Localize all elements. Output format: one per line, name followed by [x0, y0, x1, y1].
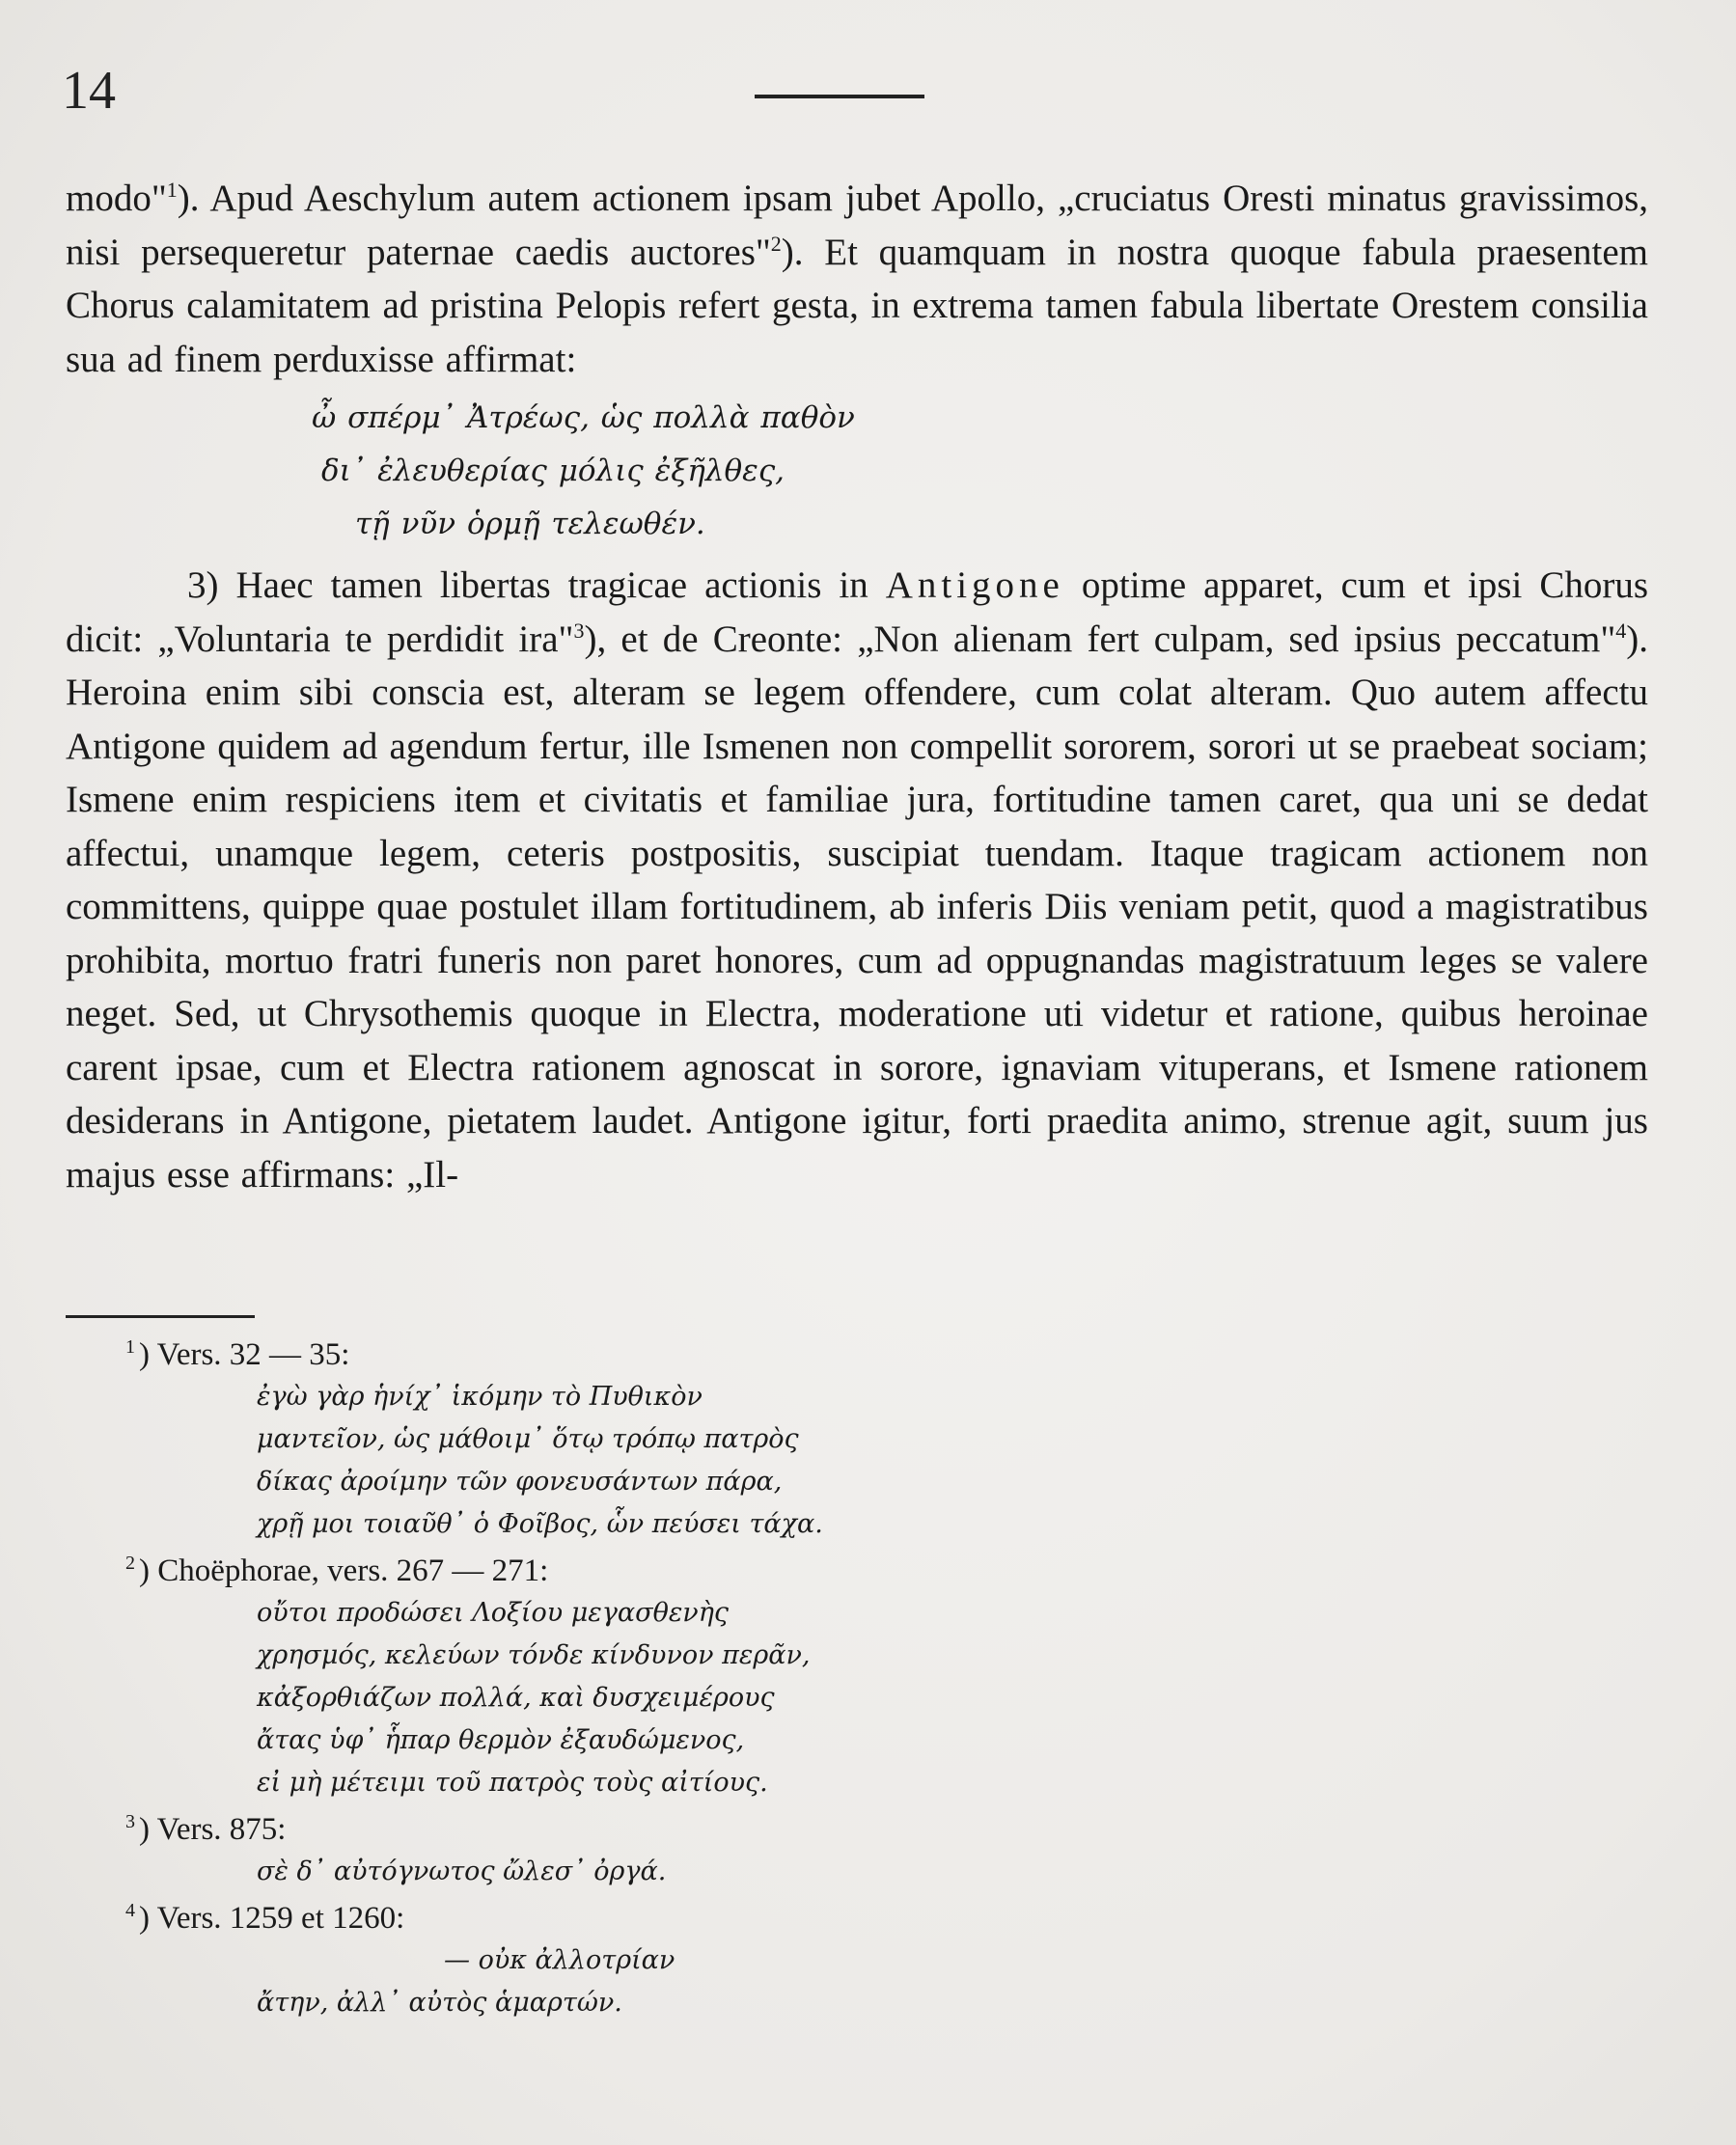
text-run: modo": [66, 178, 167, 219]
text-run: ), et de Creonte: „Non alienam fert culpam, sed ipsius peccatum": [584, 618, 1616, 660]
greek-quotation: [66, 392, 1648, 551]
text-run: ). Heroina enim sibi conscia est, alteram se legem offendere, cum colat alteram. Quo autem affectu Antigone quidem ad agendum fertur, ille Ismenen non compellit sororem, sorori ut se praebeat sociam; Ismene enim respiciens item et civitatis et familiae jura, fortitudine tamen caret, qua uni se dedat affectui, unamque legem, ceteris postpositis, suscipiat tuendam. Itaque tragicam actionem non committens, quippe quae postulet illam fortitudinem, ab inferis Diis veniam petit, quod a magistratibus prohibita, mortuo fratri funeris non paret honores, cum ad oppugnandas magistratuum leges se valere neget. Sed, ut Chrysothemis quoque in Electra, moderatione uti videtur et ratione, quibus heroinae carent ipsae, cum et Electra rationem agnoscat in sorore, ignaviam vituperans, et Ismene rationem desiderans in Antigone, pietatem laudet. Antigone igitur, forti praedita animo, strenue agit, suum jus majus esse affirmans: „Il-: [66, 618, 1648, 1196]
footnote-4: [125, 1897, 1573, 2024]
footnote-ref-1[interactable]: 1: [166, 178, 178, 202]
header-rule: [755, 95, 924, 98]
greek-line: δίκας ἀροίμην τῶν φονευσάντων πάρα,: [257, 1467, 783, 1497]
footnote-ref-text: ) Vers. 32 — 35:: [139, 1337, 350, 1372]
footnote-ref-text: ) Vers. 875:: [139, 1812, 287, 1847]
greek-line: ὦ σπέρμ᾽ Ἀτρέως, ὡς πολλὰ παθὸν: [312, 400, 855, 435]
greek-line: κἀξορθιάζων πολλά, καὶ δυσχειμέρους: [257, 1683, 775, 1713]
footnote-1: [125, 1334, 1573, 1546]
page-number: 14: [62, 61, 116, 121]
greek-line: χρησμός, κελεύων τόνδε κίνδυνον περᾶν,: [257, 1640, 811, 1670]
text-run: optime apparet, cum et ipsi Chorus dicit: „Voluntaria te perdidit ira": [66, 564, 1648, 660]
footnote-rule: [66, 1315, 255, 1318]
greek-line: οὔτοι προδώσει Λοξίου μεγασθενὴς: [257, 1598, 730, 1628]
spaced-title: Antigone: [885, 564, 1064, 606]
main-text: [66, 172, 1648, 1201]
footnote-marker: 3: [125, 1811, 135, 1832]
footnote-marker: 2: [125, 1553, 135, 1574]
greek-line: τῇ νῦν ὁρμῇ τελεωθέν.: [355, 507, 705, 541]
footnote-ref-text: ) Vers. 1259 et 1260:: [139, 1901, 405, 1936]
footnote-ref-text: ) Choëphorae, vers. 267 — 271:: [139, 1554, 549, 1588]
footnote-2: [125, 1550, 1573, 1804]
footnote-ref-4[interactable]: 4: [1615, 618, 1627, 643]
greek-line: — οὐκ ἀλλοτρίαν: [444, 1945, 675, 1975]
footnotes: [125, 1334, 1573, 2028]
greek-line: χρῇ μοι τοιαῦθ᾽ ὁ Φοῖβος, ὧν πεύσει τάχα.: [257, 1509, 823, 1539]
footnote-marker: 4: [125, 1900, 135, 1921]
text-run: ). Et quamquam in nostra quoque fabula praesentem Chorus calamitatem ad pristina Pelopis refert gesta, in extrema tamen fabula libertate Orestem consilia sua ad finem perduxisse affirmat:: [66, 231, 1648, 380]
footnote-marker: 1: [125, 1336, 135, 1358]
footnote-ref-2[interactable]: 2: [770, 231, 782, 256]
greek-line: ἄτας ὑφ᾽ ἧπαρ θερμὸν ἐξαυδώμενος,: [257, 1725, 745, 1755]
paragraph-1: [66, 172, 1648, 386]
greek-line: εἰ μὴ μέτειμι τοῦ πατρὸς τοὺς αἰτίους.: [257, 1768, 768, 1798]
greek-line: σὲ δ᾽ αὐτόγνωτος ὤλεσ᾽ ὀργά.: [257, 1856, 667, 1886]
greek-line: ἐγὼ γὰρ ἡνίχ᾽ ἱκόμην τὸ Πυθικὸν: [257, 1382, 703, 1412]
text-run: ). Apud Aeschylum autem actionem ipsam jubet Apollo, „cruciatus Oresti minatus gravissimos, nisi persequeretur paternae caedis auctores": [66, 178, 1648, 273]
greek-line: μαντεῖον, ὡς μάθοιμ᾽ ὅτῳ τρόπῳ πατρὸς: [257, 1424, 799, 1454]
footnote-3: [125, 1808, 1573, 1893]
greek-line: δι᾽ ἐλευθερίας μόλις ἐξῆλθες,: [321, 454, 785, 488]
footnote-ref-3[interactable]: 3: [573, 618, 585, 643]
paragraph-2: [66, 559, 1648, 1201]
text-run: 3) Haec tamen libertas tragicae actionis in: [187, 564, 868, 606]
greek-line: ἄτην, ἀλλ᾽ αὐτὸς ἁμαρτών.: [257, 1988, 622, 2018]
